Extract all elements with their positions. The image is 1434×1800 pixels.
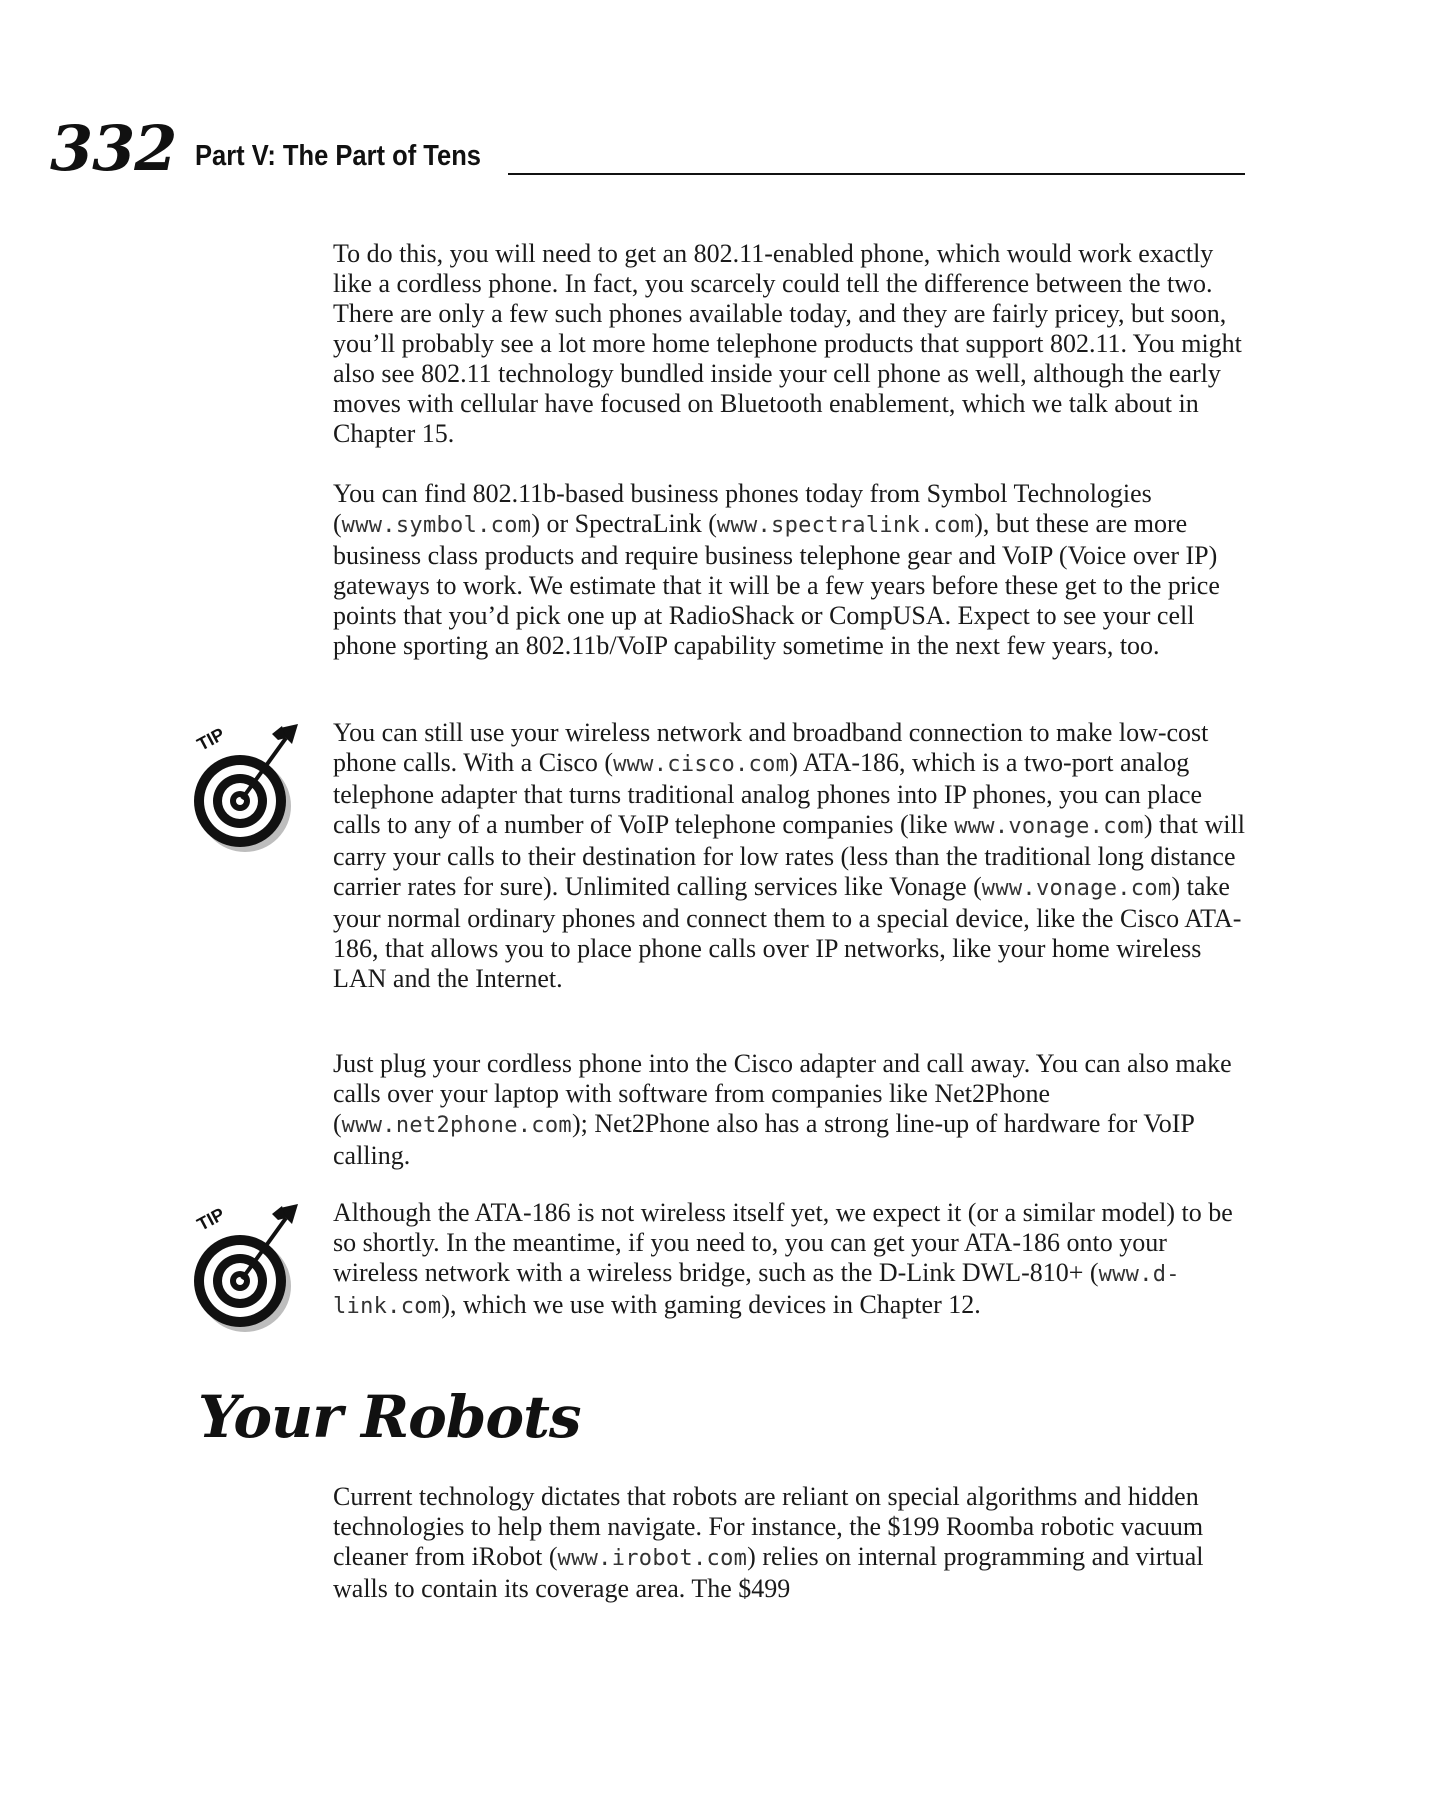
section-heading: Your Robots <box>198 1383 581 1451</box>
paragraph-text: ) ATA-186, which is a two-port analog telephone adapter that turns traditional analog phones into IP phones, you can place calls to any of a number of VoIP telephone companies (like <box>333 748 1203 839</box>
paragraph-5 <box>333 1198 1250 1322</box>
paragraph-2 <box>333 479 1250 661</box>
tip-label: TIP <box>193 1203 228 1235</box>
paragraph-4 <box>333 1049 1250 1171</box>
url-cisco: www.cisco.com <box>613 752 790 777</box>
paragraph-text: You can find 802.11b-based business phones today from Symbol Technologies ( <box>333 479 1152 538</box>
paragraph-text: To do this, you will need to get an 802.11-enabled phone, which would work exactly like a cordless phone. In fact, you scarcely could tell the difference between the two. There are only a few such phones available today, and they are fairly pricey, but soon, you’ll probably see a lot more home telephone products that support 802.11. You might also see 802.11 technology bundled inside your cell phone as well, although the early moves with cellular have focused on Bluetooth enablement, which we talk about in Chapter 15. <box>333 239 1242 448</box>
url-vonage: www.vonage.com <box>981 876 1172 901</box>
url-dlink: www.d-link.com <box>333 1262 1180 1319</box>
paragraph-text: ); Net2Phone also has a strong line-up of hardware for VoIP calling. <box>333 1109 1194 1170</box>
paragraph-text: ), which we use with gaming devices in Chapter 12. <box>441 1290 981 1319</box>
url-net2phone: www.net2phone.com <box>341 1113 572 1138</box>
header-rule <box>508 173 1245 175</box>
paragraph-text: ) take your normal ordinary phones and connect them to a special device, like the Cisco ATA-186, that allows you to place phone calls over IP networks, like your home wireless LAN and the Internet. <box>333 872 1242 993</box>
paragraph-text: ), but these are more business class products and require business telephone gear and VoIP (Voice over IP) gateways to work. We estimate that it will be a few years before these get to the price points that you’d pick one up at RadioShack or CompUSA. Expect to see your cell phone sporting an 802.11b/VoIP capability sometime in the next few years, too. <box>333 509 1220 660</box>
tip-label: TIP <box>193 723 228 755</box>
running-head: Part V: The Part of Tens <box>195 140 481 172</box>
paragraph-text: Current technology dictates that robots are reliant on special algorithms and hidden technologies to help them navigate. For instance, the $199 Roomba robotic vacuum cleaner from iRobot ( <box>333 1482 1204 1571</box>
paragraph-text: ) relies on internal programming and virtual walls to contain its coverage area. The $499 <box>333 1542 1204 1603</box>
url-symbol: www.symbol.com <box>341 513 532 538</box>
paragraph-6 <box>333 1482 1250 1604</box>
tip-target-icon <box>190 1198 302 1338</box>
paragraph-text: ) or SpectraLink ( <box>531 509 717 538</box>
paragraph-1 <box>333 239 1250 449</box>
url-irobot: www.irobot.com <box>557 1546 748 1571</box>
paragraph-3 <box>333 718 1250 994</box>
tip-target-icon <box>190 718 302 858</box>
paragraph-text: ) that will carry your calls to their destination for low rates (less than the traditional long distance carrier rates for sure). Unlimited calling services like Vonage ( <box>333 810 1245 901</box>
paragraph-text: Although the ATA-186 is not wireless itself yet, we expect it (or a similar model) to be so shortly. In the meantime, if you need to, you can get your ATA-186 onto your wireless network with a wireless bridge, such as the D-Link DWL-810+ ( <box>333 1198 1233 1287</box>
paragraph-text: Just plug your cordless phone into the Cisco adapter and call away. You can also make calls over your laptop with software from companies like Net2Phone ( <box>333 1049 1232 1138</box>
url-vonage: www.vonage.com <box>954 814 1144 839</box>
url-spectralink: www.spectralink.com <box>716 513 975 538</box>
page-number: 332 <box>50 112 177 185</box>
paragraph-text: You can still use your wireless network and broadband connection to make low-cost phone calls. With a Cisco ( <box>333 718 1209 777</box>
